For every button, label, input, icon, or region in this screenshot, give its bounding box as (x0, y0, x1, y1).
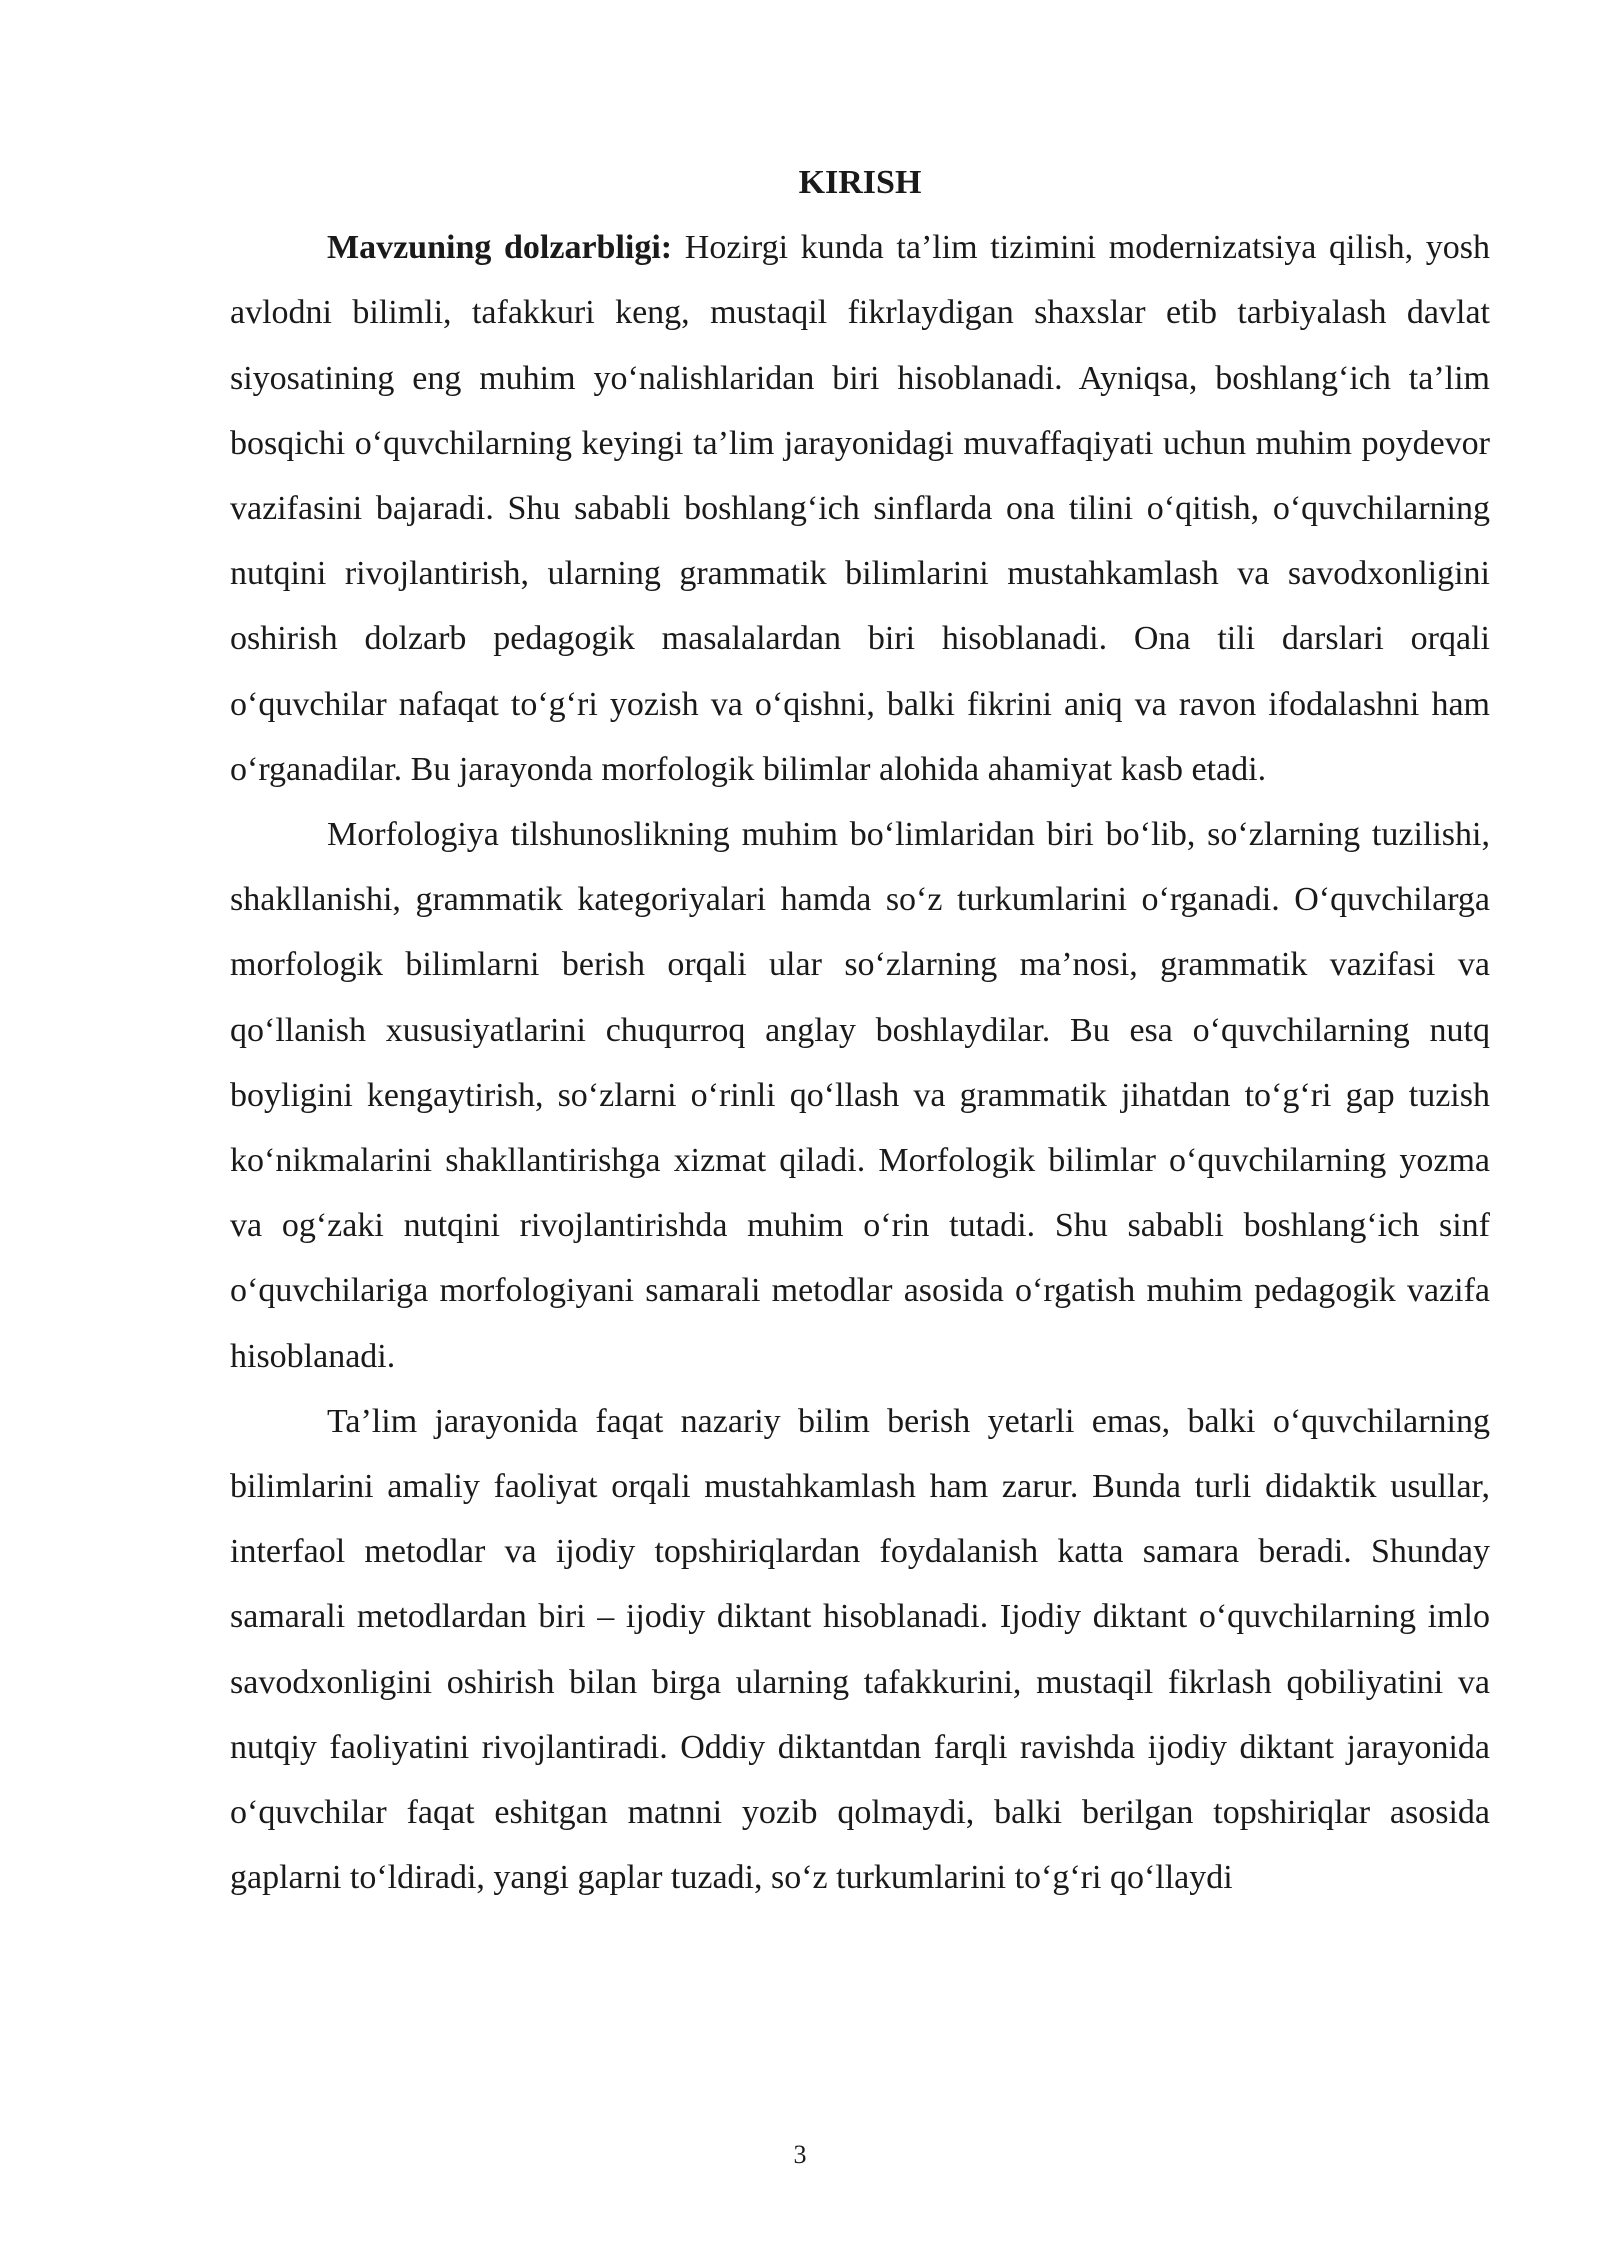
paragraph-text: Hozirgi kunda ta’lim tizimini modernizatsiya qilish, yosh avlodni bilimli, tafakkuri keng, mustaqil fikrlaydigan shaxslar etib tarbiyalash davlat siyosatining eng muhim yo‘nalishlaridan biri hisoblanadi. Ayniqsa, boshlang‘ich ta’lim bosqichi o‘quvchilarning keyingi ta’lim jarayonidagi muvaffaqiyati uchun muhim poydevor vazifasini bajaradi. Shu sababli boshlang‘ich sinflarda ona tilini o‘qitish, o‘quvchilarning nutqini rivojlantirish, ularning grammatik bilimlarini mustahkamlash va savodxonligini oshirish dolzarb pedagogik masalalardan biri hisoblanadi. Ona tili darslari orqali o‘quvchilar nafaqat to‘g‘ri yozish va o‘qishni, balki fikrini aniq va ravon ifodalashni ham o‘rganadilar. Bu jarayonda morfologik bilimlar alohida ahamiyat kasb etadi. (230, 229, 1490, 788)
body-text (230, 150, 1490, 1910)
paragraph-lead: Mavzuning dolzarbligi: (327, 229, 673, 267)
section-heading: KIRISH (798, 164, 922, 201)
page-number: 3 (793, 2140, 807, 2169)
paragraph-creative-dictation: Ta’lim jarayonida faqat nazariy bilim berish yetarli emas, balki o‘quvchilarning bilimlarini amaliy faoliyat orqali mustahkamlash ham zarur. Bunda turli didaktik usullar, interfaol metodlar va ijodiy topshiriqlardan foydalanish katta samara beradi. Shunday samarali metodlardan biri – ijodiy diktant hisoblanadi. Ijodiy diktant o‘quvchilarning imlo savodxonligini oshirish bilan birga ularning tafakkurini, mustaqil fikrlash qobiliyatini va nutqiy faoliyatini rivojlantiradi. Oddiy diktantdan farqli ravishda ijodiy diktant jarayonida o‘quvchilar faqat eshitgan matnni yozib qolmaydi, balki berilgan topshiriqlar asosida gaplarni to‘ldiradi, yangi gaplar tuzadi, so‘z turkumlarini to‘g‘ri qo‘llaydi (230, 1402, 1490, 1897)
paragraph-morphology: Morfologiya tilshunoslikning muhim bo‘limlaridan biri bo‘lib, so‘zlarning tuzilishi, shakllanishi, grammatik kategoriyalari hamda so‘z turkumlarini o‘rganadi. O‘quvchilarga morfologik bilimlarni berish orqali ular so‘zlarning ma’nosi, grammatik vazifasi va qo‘llanish xususiyatlarini chuqurroq anglay boshlaydilar. Bu esa o‘quvchilarning nutq boyligini kengaytirish, so‘zlarni o‘rinli qo‘llash va grammatik jihatdan to‘g‘ri gap tuzish ko‘nikmalarini shakllantirishga xizmat qiladi. Morfologik bilimlar o‘quvchilarning yozma va og‘zaki nutqini rivojlantirishda muhim o‘rin tutadi. Shu sababli boshlang‘ich sinf o‘quvchilariga morfologiyani samarali metodlar asosida o‘rgatish muhim pedagogik vazifa hisoblanadi. (230, 816, 1490, 1375)
paragraph-relevance (230, 215, 1490, 802)
